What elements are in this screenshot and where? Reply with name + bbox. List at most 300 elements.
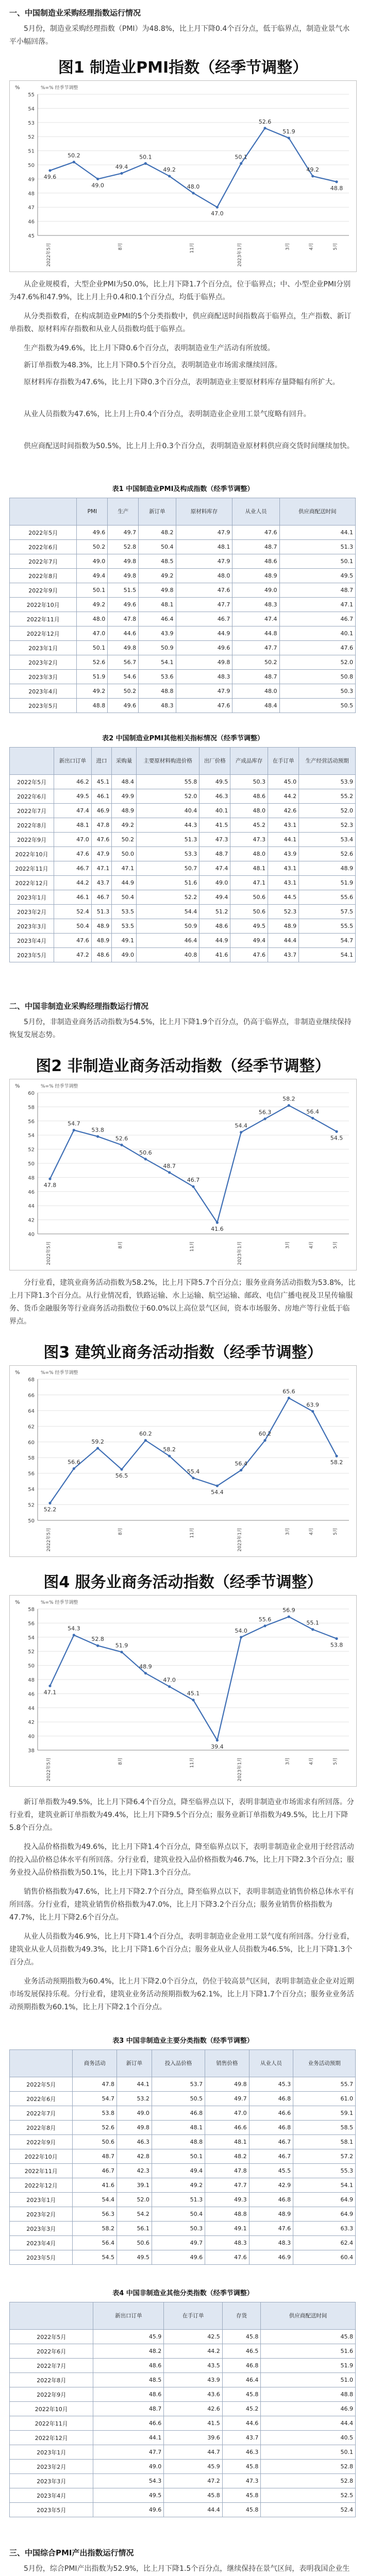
data-point	[192, 192, 194, 194]
table-row	[10, 2387, 356, 2402]
table-cell: 47.6	[91, 833, 112, 847]
data-point	[216, 1221, 219, 1224]
table-row	[10, 2092, 356, 2106]
table-cell: 45.8	[222, 2503, 261, 2517]
table-cell: 49.5	[279, 569, 355, 583]
row-label: 2022年5月	[10, 775, 54, 789]
table-cell: 43.9	[164, 2373, 223, 2387]
y-tick-label: 46	[28, 1189, 35, 1195]
table-cell: 40.5	[261, 2431, 356, 2445]
table-cell: 49.8	[117, 2121, 152, 2135]
y-tick-label: 68	[28, 1377, 35, 1383]
table-row	[10, 612, 356, 626]
y-tick-label: 52	[28, 134, 35, 141]
row-label: 2023年5月	[10, 2503, 93, 2517]
table-cell: 48.9	[112, 804, 137, 818]
data-label: 41.6	[211, 1226, 224, 1233]
row-label: 2023年4月	[10, 934, 54, 948]
data-point	[335, 1130, 338, 1133]
table-cell: 47.4	[199, 861, 230, 876]
data-label: 53.8	[91, 1126, 104, 1133]
table-cell: 46.5	[222, 2344, 261, 2359]
row-label: 2023年2月	[10, 905, 54, 919]
row-label: 2023年2月	[10, 2460, 93, 2474]
y-tick-label: 54	[28, 1635, 35, 1641]
x-tick-label: 11月	[190, 1528, 195, 1538]
y-tick-label: 58	[28, 1105, 35, 1111]
data-point	[263, 1624, 266, 1627]
paragraph: 从企业规模看，大型企业PMI为50.0%，比上月下降1.7个百分点，位于临界点；中、小型企业PMI分别为47.6%和47.9%，比上月上升0.4和0.1个百分点，均低于临界点。	[9, 280, 351, 301]
table-cell: 52.6	[77, 655, 108, 670]
section-heading: 三、中国综合PMI产出指数运行情况	[9, 2548, 134, 2557]
data-label: 54.4	[235, 1122, 247, 1129]
x-tick-label: 4月	[309, 1528, 314, 1535]
data-label: 54.5	[330, 1134, 343, 1142]
data-point	[120, 1468, 123, 1470]
table-cell: 49.8	[205, 2077, 249, 2092]
chart-svg	[10, 81, 356, 272]
table-cell: 49.9	[112, 789, 137, 804]
table-row	[10, 804, 356, 818]
legend-label: %=% 经季节调整	[41, 1600, 78, 1605]
table-cell: 50.1	[152, 2149, 205, 2164]
table-cell: 47.9	[91, 847, 112, 861]
table-cell: 60.4	[293, 2250, 356, 2265]
row-label: 2023年3月	[10, 2474, 93, 2488]
column-header: 销售价格	[205, 2050, 249, 2077]
table-cell: 55.5	[299, 919, 356, 934]
table-row	[10, 2344, 356, 2359]
table-cell: 49.1	[205, 2222, 249, 2236]
table-cell: 47.4	[54, 804, 92, 818]
data-label: 49.6	[43, 173, 57, 180]
data-label: 48.0	[187, 183, 200, 190]
table-cell: 55.3	[293, 2164, 356, 2178]
table-cell: 51.9	[77, 670, 108, 684]
table-cell: 56.3	[73, 2207, 117, 2222]
table-cell: 51.2	[199, 905, 230, 919]
table-cell: 54.1	[293, 2178, 356, 2193]
data-point	[144, 1439, 147, 1442]
table-cell: 45.8	[261, 2330, 356, 2344]
table-cell: 42.8	[117, 2149, 152, 2164]
table-cell: 46.4	[139, 612, 176, 626]
data-point	[335, 1637, 338, 1640]
table-cell: 49.8	[176, 655, 232, 670]
table-row	[10, 775, 356, 789]
column-header: 新订单	[139, 498, 176, 526]
y-tick-label: 46	[28, 1691, 35, 1698]
table-cell: 50.1	[279, 554, 355, 569]
table-cell: 47.6	[279, 641, 355, 655]
table-cell: 47.6	[230, 948, 268, 962]
y-tick-label: 50	[28, 163, 35, 168]
y-tick-label: 45	[28, 233, 35, 239]
row-label: 2022年12月	[10, 2178, 73, 2193]
row-label: 2022年10月	[10, 2149, 73, 2164]
table-cell: 48.4	[232, 699, 279, 713]
row-label: 2022年9月	[10, 2135, 73, 2149]
table-row	[10, 919, 356, 934]
chart-svg	[10, 1079, 356, 1270]
column-header: 业务活动预期	[293, 2050, 356, 2077]
x-tick-label: 3月	[285, 1241, 291, 1249]
table-cell: 53.7	[152, 2077, 205, 2092]
data-point	[73, 161, 75, 163]
table-cell: 45.2	[230, 818, 268, 833]
table-cell: 50.3	[230, 775, 268, 789]
table-cell: 49.0	[93, 2460, 164, 2474]
table-row	[10, 598, 356, 612]
data-point	[96, 1447, 99, 1449]
table-cell: 51.3	[91, 905, 112, 919]
data-point	[216, 206, 219, 209]
row-label: 2022年7月	[10, 804, 54, 818]
table-cell: 49.8	[108, 554, 139, 569]
table-cell: 51.3	[279, 540, 355, 554]
data-label: 49.0	[91, 182, 104, 189]
table-cell: 44.8	[232, 626, 279, 641]
table-cell: 50.3	[279, 684, 355, 699]
data-label: 56.4	[235, 1460, 247, 1467]
table-cell: 48.9	[91, 919, 112, 934]
table-cell: 48.6	[232, 554, 279, 569]
table-cell: 43.1	[268, 876, 298, 890]
column-header: 从业人员	[249, 2050, 293, 2077]
row-label: 2022年8月	[10, 2373, 93, 2387]
table-cell: 48.5	[139, 554, 176, 569]
row-label: 2022年11月	[10, 2416, 93, 2431]
table-cell: 49.4	[230, 934, 268, 948]
y-tick-label: 54	[28, 106, 35, 112]
table-cell: 46.9	[261, 2402, 356, 2416]
data-point	[335, 1455, 338, 1458]
table-row	[10, 2474, 356, 2488]
table-cell: 50.1	[261, 2445, 356, 2460]
figure-title: 图2 非制造业商务活动指数（经季节调整）	[36, 1057, 330, 1075]
chart-2	[9, 1079, 357, 1270]
table-cell: 48.1	[54, 818, 92, 833]
table-cell: 44.1	[93, 2431, 164, 2445]
data-label: 45.1	[187, 1690, 200, 1697]
data-point	[144, 162, 147, 165]
table-cell: 50.2	[77, 540, 108, 554]
chart-svg	[10, 1366, 356, 1556]
column-header: 供应商配送时间	[279, 498, 355, 526]
row-label: 2022年5月	[10, 526, 77, 540]
table-cell: 55.7	[293, 2077, 356, 2092]
table-row	[10, 655, 356, 670]
y-tick-label: 50	[28, 1663, 35, 1669]
data-point	[288, 1104, 290, 1107]
table-cell: 41.5	[164, 2416, 223, 2431]
table-cell: 45.5	[249, 2164, 293, 2178]
section-heading: 一、中国制造业采购经理指数运行情况	[9, 8, 141, 18]
data-label: 54.3	[68, 1625, 80, 1632]
data-point	[168, 1685, 171, 1688]
data-label: 47.0	[211, 210, 224, 217]
table-cell: 48.1	[152, 2121, 205, 2135]
table-cell: 44.1	[117, 2077, 152, 2092]
table-cell: 47.2	[54, 948, 92, 962]
table-cell: 49.6	[152, 2250, 205, 2265]
x-tick-label: 2022年5月	[46, 1757, 52, 1782]
table-row	[10, 670, 356, 684]
data-label: 55.4	[187, 1468, 200, 1475]
data-label: 56.3	[258, 1109, 272, 1116]
data-label: 48.9	[139, 1663, 152, 1670]
table-cell: 44.9	[176, 626, 232, 641]
data-point	[168, 1171, 171, 1174]
table-cell: 55.2	[299, 789, 356, 804]
table-cell: 49.6	[176, 641, 232, 655]
paragraph: 从业人员指数为46.9%，比上月下降1.4个百分点，表明非制造业企业用工景气度有所回落。分行业看，建筑业从业人员指数为49.3%，比上月下降1.6个百分点；服务业从业人员指数为46.5%，比上月下降1.3个百分点。	[9, 1933, 354, 1967]
data-label: 56.9	[282, 1607, 295, 1614]
table-cell: 48.7	[73, 2149, 117, 2164]
table-cell: 51.9	[261, 2359, 356, 2373]
table-row	[10, 641, 356, 655]
table-cell: 42.9	[249, 2178, 293, 2193]
table-cell: 56.4	[73, 2236, 117, 2250]
table-cell: 47.0	[54, 833, 92, 847]
legend-label: %=% 经季节调整	[41, 1084, 78, 1089]
table-cell: 44.2	[268, 789, 298, 804]
table-cell: 45.0	[268, 775, 298, 789]
table-cell: 52.4	[54, 905, 92, 919]
x-tick-label: 2022年5月	[46, 243, 52, 267]
table-cell: 47.6	[54, 847, 92, 861]
y-tick-label: 60	[28, 1439, 35, 1446]
y-tick-label: 52	[28, 1649, 35, 1655]
table-cell: 48.9	[249, 2207, 293, 2222]
table-cell: 49.5	[93, 2488, 164, 2503]
table-cell: 50.6	[230, 890, 268, 905]
table-cell: 52.0	[299, 804, 356, 818]
column-header: 采购量	[112, 748, 137, 775]
table-cell: 49.0	[77, 554, 108, 569]
table-cell: 46.1	[54, 890, 92, 905]
paragraph: 投入品价格指数为49.6%，比上月下降1.4个百分点，降至临界点以下，表明非制造业企业用于经营活动的投入品价格总体水平有所回落。分行业看，建筑业投入品价格指数为46.7%，比上月下降2.3个百分点；服务业投入品价格指数为50.1%，比上月下降1.3个百分点。	[9, 1843, 354, 1877]
table-cell: 47.1	[112, 861, 137, 876]
data-point	[48, 1178, 51, 1180]
table-cell: 41.6	[199, 948, 230, 962]
data-label: 52.2	[43, 1506, 57, 1513]
table-row	[10, 905, 356, 919]
row-label: 2022年12月	[10, 876, 54, 890]
table-cell: 50.4	[139, 540, 176, 554]
data-point	[120, 1651, 123, 1653]
table-cell: 39.1	[117, 2178, 152, 2193]
data-point	[263, 127, 266, 129]
data-label: 65.6	[282, 1388, 295, 1395]
chart-3	[9, 1365, 357, 1557]
table-cell: 48.3	[139, 699, 176, 713]
row-label: 2023年5月	[10, 948, 54, 962]
data-point	[120, 1144, 123, 1146]
row-label: 2022年10月	[10, 2402, 93, 2416]
y-tick-label: 58	[28, 1607, 35, 1613]
table-row	[10, 2416, 356, 2431]
table-cell: 49.6	[108, 598, 139, 612]
data-point	[311, 175, 314, 177]
table-2	[9, 747, 356, 962]
table-title: 表4 中国非制造业其他分类指数（经季节调整）	[112, 2290, 254, 2297]
y-tick-label: 53	[28, 120, 35, 126]
table-cell: 43.7	[222, 2431, 261, 2445]
table-row	[10, 2135, 356, 2149]
data-point	[168, 1455, 171, 1458]
data-label: 58.2	[330, 1459, 343, 1466]
table-row	[10, 2193, 356, 2207]
table-cell: 48.2	[139, 526, 176, 540]
y-unit-label: %	[15, 85, 20, 91]
table-cell: 43.7	[268, 948, 298, 962]
table-cell: 47.7	[205, 2178, 249, 2193]
y-tick-label: 62	[28, 1424, 35, 1430]
row-label: 2022年8月	[10, 2121, 73, 2135]
x-tick-label: 2023年1月	[237, 1757, 243, 1782]
x-tick-label: 11月	[190, 1757, 195, 1768]
table-cell: 52.6	[73, 2121, 117, 2135]
data-label: 56.5	[115, 1472, 128, 1480]
paragraph: 分行业看，建筑业商务活动指数为58.2%，比上月下降5.7个百分点；服务业商务活动指数为53.8%，比上月下降1.3个百分点。从行业情况看，铁路运输、水上运输、航空运输、邮政、电信广播电视及卫星传输服务、货币金融服务等行业商务活动指数位于60.0%以上高位景气区间，资本市场服务、房地产等行业低于临界点。	[9, 1279, 356, 1326]
table-cell: 49.6	[93, 2503, 164, 2517]
table-row	[10, 2121, 356, 2135]
table-cell: 45.8	[164, 2488, 223, 2503]
table-cell: 46.4	[222, 2373, 261, 2387]
column-header: 进口	[91, 748, 112, 775]
table-cell: 47.3	[230, 833, 268, 847]
table-cell: 49.2	[77, 684, 108, 699]
data-point	[311, 1628, 314, 1631]
data-point	[240, 1636, 242, 1638]
table-cell: 47.6	[232, 526, 279, 540]
table-cell: 48.6	[199, 919, 230, 934]
table-cell: 47.1	[91, 861, 112, 876]
data-point	[288, 137, 290, 139]
legend-label: %=% 经季节调整	[41, 86, 78, 91]
table-cell: 41.6	[73, 2178, 117, 2193]
table-cell: 50.6	[230, 905, 268, 919]
table-row	[10, 861, 356, 876]
table-cell: 49.5	[230, 919, 268, 934]
column-header: 供应商配送时间	[261, 2302, 356, 2330]
table-row	[10, 2402, 356, 2416]
table-cell: 54.1	[299, 948, 356, 962]
table-cell: 62.4	[293, 2236, 356, 2250]
table-cell: 47.1	[279, 598, 355, 612]
x-tick-label: 4月	[309, 1757, 314, 1765]
x-tick-label: 5月	[333, 1241, 338, 1249]
data-label: 49.2	[163, 166, 176, 173]
table-cell: 48.2	[205, 2149, 249, 2164]
table-cell: 50.1	[77, 641, 108, 655]
data-label: 47.1	[43, 1689, 57, 1696]
row-label: 2022年9月	[10, 583, 77, 598]
row-label: 2022年6月	[10, 2344, 93, 2359]
data-point	[263, 1439, 266, 1442]
data-label: 55.6	[258, 1616, 272, 1623]
table-cell: 53.4	[299, 833, 356, 847]
table-row	[10, 818, 356, 833]
table-cell: 49.4	[77, 569, 108, 583]
table-cell: 57.5	[299, 905, 356, 919]
y-tick-label: 64	[28, 1408, 35, 1414]
paragraph: 5月份，制造业采购经理指数（PMI）为48.8%，比上月下降0.4个百分点，低于临界点，制造业景气水平小幅回落。	[9, 25, 350, 46]
y-tick-label: 60	[28, 1091, 35, 1096]
table-cell: 46.1	[91, 789, 112, 804]
data-label: 50.6	[139, 1149, 152, 1156]
table-cell: 47.4	[232, 612, 279, 626]
y-tick-label: 48	[28, 191, 35, 197]
column-header: 投入品价格	[152, 2050, 205, 2077]
paragraph: 新订单指数为49.5%，比上月下降6.4个百分点，降至临界点以下，表明非制造业市场需求有所回落。分行业看，建筑业新订单指数为49.4%，比上月下降9.5个百分点；服务业新订单指数为49.5%，比上月下降5.8个百分点。	[9, 1798, 354, 1832]
table-cell: 54.4	[137, 905, 199, 919]
table-cell: 47.2	[164, 2474, 223, 2488]
table-cell: 50.7	[137, 861, 199, 876]
table-cell: 44.3	[137, 818, 199, 833]
table-row	[10, 2164, 356, 2178]
table-cell: 50.9	[137, 919, 199, 934]
table-cell: 48.1	[230, 861, 268, 876]
table-cell: 52.8	[261, 2460, 356, 2474]
row-label: 2022年7月	[10, 2106, 73, 2121]
table-cell: 50.6	[73, 2135, 117, 2149]
y-tick-label: 44	[28, 1204, 35, 1210]
data-label: 52.8	[91, 1636, 104, 1643]
table-cell: 49.0	[232, 583, 279, 598]
table-cell: 53.2	[117, 2092, 152, 2106]
table-cell: 43.1	[268, 818, 298, 833]
y-tick-label: 48	[28, 1175, 35, 1181]
data-point	[311, 1117, 314, 1120]
table-cell: 47.8	[205, 2164, 249, 2178]
table-cell: 59.1	[293, 2106, 356, 2121]
table-cell: 50.0	[112, 847, 137, 861]
row-label: 2023年1月	[10, 2193, 73, 2207]
table-cell: 48.9	[91, 934, 112, 948]
data-label: 51.9	[115, 1642, 128, 1649]
table-cell: 43.9	[139, 626, 176, 641]
table-cell: 52.0	[137, 789, 199, 804]
table-cell: 48.9	[232, 569, 279, 583]
paragraph: 5月份，综合PMI产出指数为52.9%，比上月下降1.5个百分点，继续保持在景气区间，表明我国企业生	[24, 2565, 350, 2573]
table-cell: 51.3	[152, 2193, 205, 2207]
data-label: 53.8	[330, 1641, 343, 1649]
table-cell: 44.5	[268, 890, 298, 905]
table-row	[10, 2178, 356, 2193]
row-label: 2022年6月	[10, 540, 77, 554]
row-label: 2022年11月	[10, 2164, 73, 2178]
data-point	[240, 1131, 242, 1133]
table-cell: 46.6	[249, 2106, 293, 2121]
y-tick-label: 56	[28, 1621, 35, 1627]
table-cell: 50.3	[152, 2222, 205, 2236]
y-tick-label: 42	[28, 1720, 35, 1726]
column-header: 原材料库存	[176, 498, 232, 526]
row-label: 2022年12月	[10, 626, 77, 641]
row-label: 2022年10月	[10, 847, 54, 861]
table-cell: 46.8	[249, 2121, 293, 2135]
table-cell: 42.3	[117, 2164, 152, 2178]
x-tick-label: 8月	[118, 1241, 123, 1249]
column-header: 生产	[108, 498, 139, 526]
data-point	[48, 169, 51, 172]
table-cell: 48.8	[261, 2387, 356, 2402]
table-cell: 53.3	[137, 847, 199, 861]
table-cell: 55.6	[299, 890, 356, 905]
x-tick-label: 2023年1月	[237, 243, 243, 267]
